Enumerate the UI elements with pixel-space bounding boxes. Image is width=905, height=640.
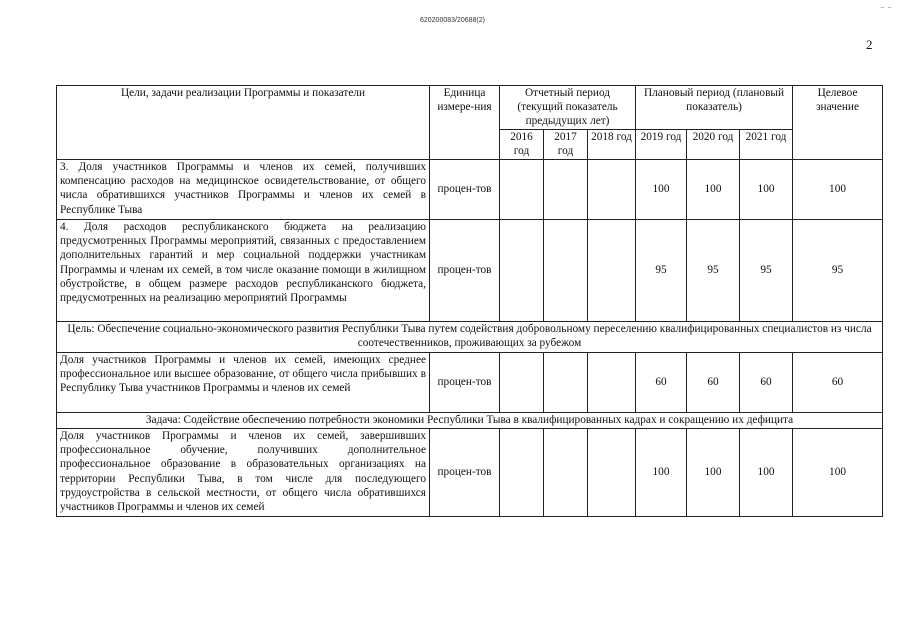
value-cell: 100 [687, 429, 740, 517]
value-cell: 95 [687, 220, 740, 322]
value-cell [588, 353, 636, 413]
corner-mark: ⁻ ⁻ [880, 4, 893, 14]
value-cell [500, 353, 544, 413]
year-cell: 2016 год [500, 130, 544, 160]
year-cell: 2018 год [588, 130, 636, 160]
value-cell: 100 [687, 160, 740, 220]
value-cell [500, 160, 544, 220]
table-row [57, 429, 883, 517]
unit-cell: процен-тов [430, 160, 500, 220]
header-report-period: Отчетный период (текущий показатель предыдущих лет) [500, 86, 636, 130]
value-cell [500, 220, 544, 322]
target-cell: 60 [793, 353, 883, 413]
indicator-text: 4. Доля расходов республиканского бюджета на реализацию предусмотренных Программы мероприятий, связанных с предоставлением дополнительных гарантий и мер социальной поддержки участникам Программы и членам их семей, в том числе оказание помощи в жилищном обустройстве, в общем размере расходов республиканского бюджета, предусмотренных на реализацию мероприятий Программы [57, 220, 430, 322]
indicator-text: 3. Доля участников Программы и членов их семей, получивших компенсацию расходов на медицинское освидетельствование, от общего числа обратившихся участников Программы и членов их семей в Республике Тыва [57, 160, 430, 220]
header-row [57, 86, 883, 130]
value-cell [544, 160, 588, 220]
header-plan-period: Плановый период (плановый показатель) [636, 86, 793, 130]
value-cell: 100 [636, 429, 687, 517]
table-row [57, 353, 883, 413]
value-cell: 60 [687, 353, 740, 413]
header-target: Целевое значение [793, 86, 883, 160]
document-id: 620200083/20688(2) [419, 17, 485, 24]
table-row [57, 220, 883, 322]
value-cell: 60 [740, 353, 793, 413]
value-cell [588, 220, 636, 322]
year-cell: 2021 год [740, 130, 793, 160]
unit-cell: процен-тов [430, 429, 500, 517]
year-cell: 2019 год [636, 130, 687, 160]
value-cell: 100 [740, 160, 793, 220]
indicators-table [56, 85, 883, 517]
target-cell: 100 [793, 160, 883, 220]
unit-cell: процен-тов [430, 220, 500, 322]
header-unit: Единица измере-ния [430, 86, 500, 160]
value-cell [588, 160, 636, 220]
task-line: Задача: Содействие обеспечению потребности экономики Республики Тыва в квалифицированных кадрах и сокращению их дефицита [57, 413, 883, 429]
year-cell: 2020 год [687, 130, 740, 160]
value-cell: 95 [636, 220, 687, 322]
target-cell: 100 [793, 429, 883, 517]
value-cell [588, 429, 636, 517]
value-cell [544, 353, 588, 413]
goal-line: Цель: Обеспечение социально-экономического развития Республики Тыва путем содействия добровольному переселению квалифицированных специалистов из числа соотечественников, проживающих за рубежом [57, 322, 883, 353]
target-cell: 95 [793, 220, 883, 322]
value-cell: 100 [636, 160, 687, 220]
header-goals: Цели, задачи реализации Программы и показатели [57, 86, 430, 160]
indicator-text: Доля участников Программы и членов их семей, завершивших профессиональное обучение, получивших дополнительное профессиональное образование в образовательных организациях на территории Республики Тыва, в том числе для последующего трудоустройства в сельской местности, от общего числа обратившихся участников Программы и членов их семей [57, 429, 430, 517]
value-cell: 60 [636, 353, 687, 413]
value-cell: 100 [740, 429, 793, 517]
task-row [57, 413, 883, 429]
indicator-text: Доля участников Программы и членов их семей, имеющих среднее профессиональное или высшее образование, от общего числа прибывших в Республику Тыва участников Программы и членов их семей [57, 353, 430, 413]
value-cell: 95 [740, 220, 793, 322]
unit-cell: процен-тов [430, 353, 500, 413]
table-row [57, 160, 883, 220]
page-number: 2 [866, 37, 873, 52]
year-cell: 2017 год [544, 130, 588, 160]
goal-row [57, 322, 883, 353]
value-cell [544, 429, 588, 517]
value-cell [544, 220, 588, 322]
value-cell [500, 429, 544, 517]
